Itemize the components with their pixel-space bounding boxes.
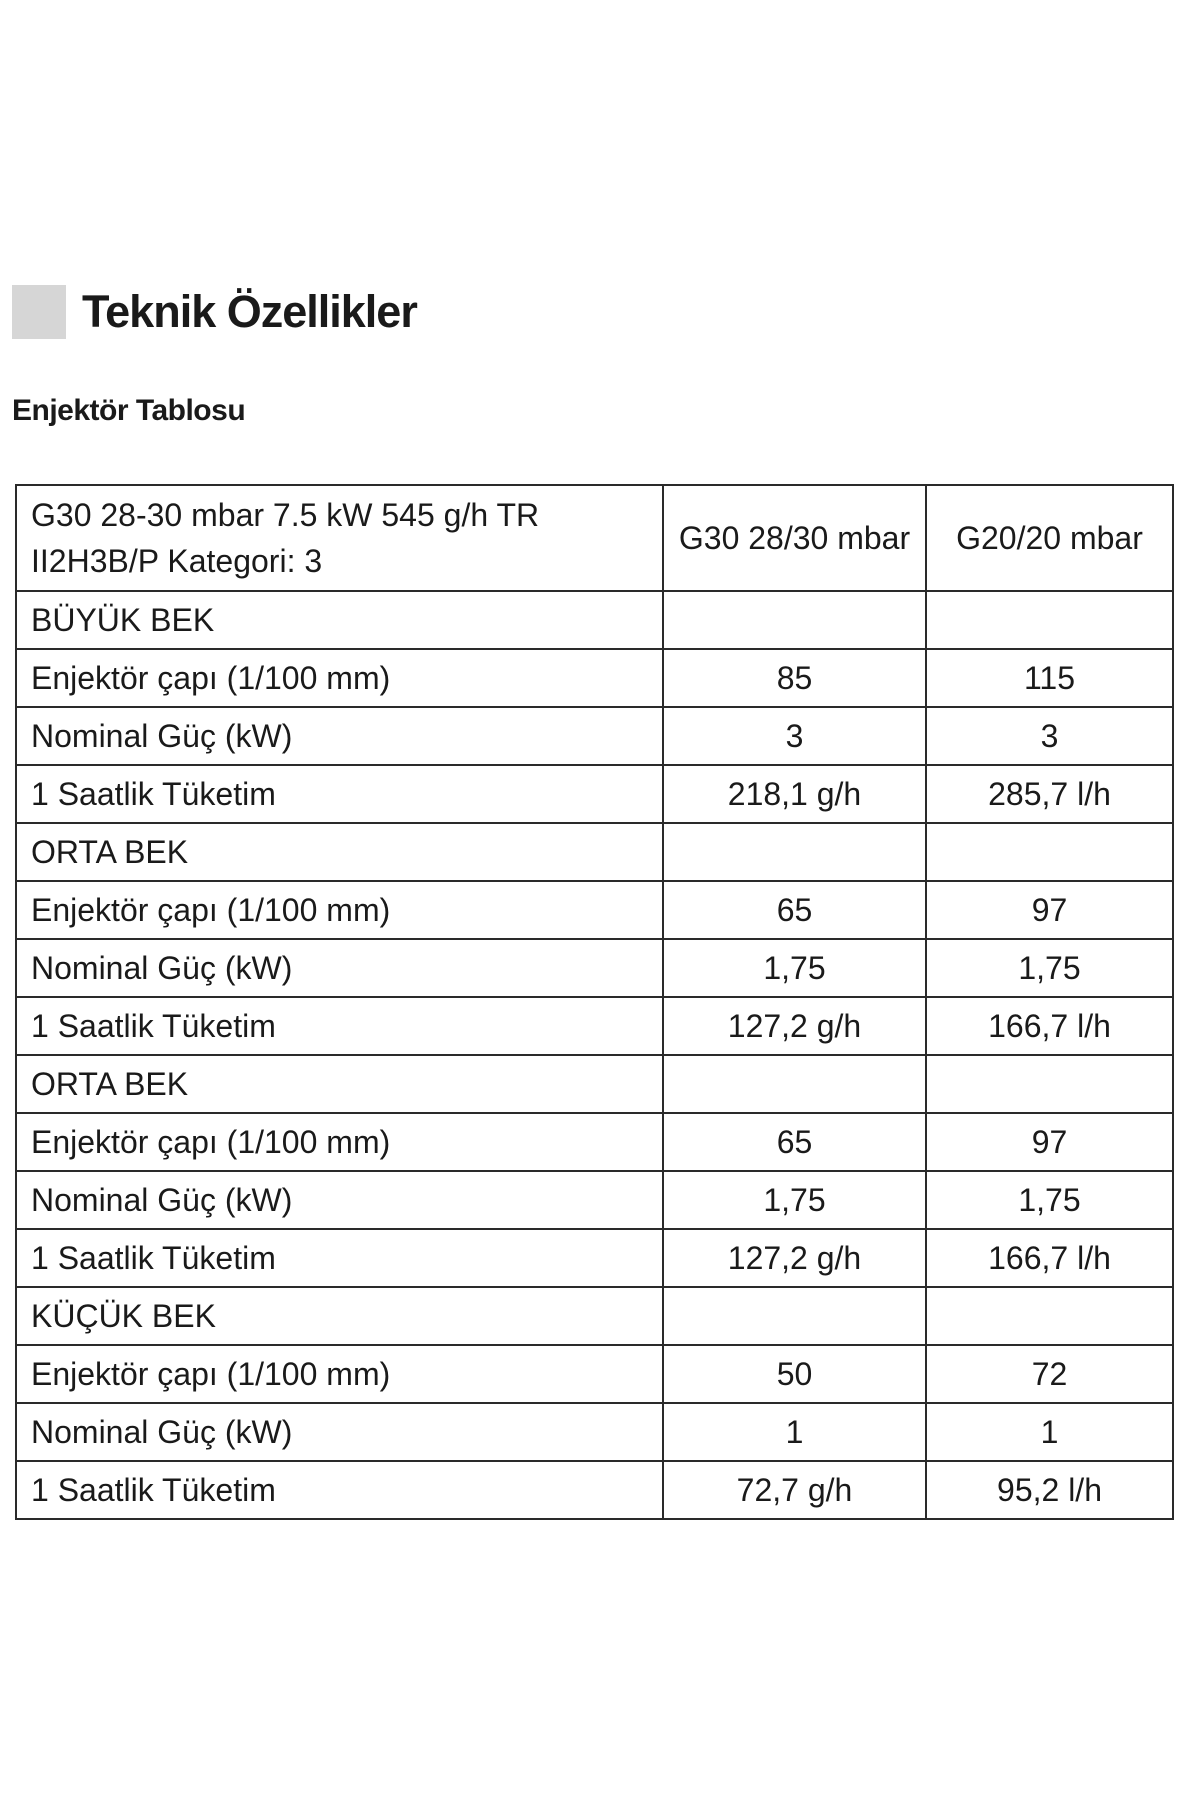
row-label: 1 Saatlik Tüketim (16, 997, 663, 1055)
g20-value: 166,7 l/h (926, 1229, 1173, 1287)
g30-value (663, 591, 926, 649)
table-row (16, 1229, 1173, 1287)
row-label: ORTA BEK (16, 823, 663, 881)
g30-value: 1,75 (663, 1171, 926, 1229)
g30-value: 3 (663, 707, 926, 765)
table-row (16, 707, 1173, 765)
g30-value (663, 1055, 926, 1113)
g20-value: 1 (926, 1403, 1173, 1461)
g30-value: 127,2 g/h (663, 1229, 926, 1287)
row-label: Nominal Güç (kW) (16, 1171, 663, 1229)
page-heading (12, 284, 417, 340)
g20-value: 97 (926, 881, 1173, 939)
row-label: 1 Saatlik Tüketim (16, 1461, 663, 1519)
g30-value: 1,75 (663, 939, 926, 997)
table-row (16, 1113, 1173, 1171)
table-row (16, 939, 1173, 997)
g20-value: 97 (926, 1113, 1173, 1171)
header-cell-g30: G30 28/30 mbar (663, 485, 926, 591)
row-label: ORTA BEK (16, 1055, 663, 1113)
g30-value (663, 1287, 926, 1345)
g20-value (926, 823, 1173, 881)
g30-value: 127,2 g/h (663, 997, 926, 1055)
g20-value: 3 (926, 707, 1173, 765)
row-label: 1 Saatlik Tüketim (16, 1229, 663, 1287)
g30-value: 72,7 g/h (663, 1461, 926, 1519)
g30-value: 50 (663, 1345, 926, 1403)
g30-value: 65 (663, 881, 926, 939)
table-row (16, 1403, 1173, 1461)
section-title: Enjektör Tablosu (12, 394, 246, 427)
table-row (16, 881, 1173, 939)
table-row (16, 997, 1173, 1055)
g30-value (663, 823, 926, 881)
g30-value: 65 (663, 1113, 926, 1171)
g30-value: 1 (663, 1403, 926, 1461)
g20-value: 95,2 l/h (926, 1461, 1173, 1519)
heading-marker (12, 285, 66, 339)
table-row (16, 765, 1173, 823)
row-label: Enjektör çapı (1/100 mm) (16, 1113, 663, 1171)
header-category-label: G30 28-30 mbar 7.5 kW 545 g/h TR II2H3B/P Kategori: 3 (31, 497, 540, 579)
row-label: Enjektör çapı (1/100 mm) (16, 881, 663, 939)
table-header-row (16, 485, 1173, 591)
g20-value: 285,7 l/h (926, 765, 1173, 823)
g20-value: 115 (926, 649, 1173, 707)
g30-value: 218,1 g/h (663, 765, 926, 823)
table-row (16, 1287, 1173, 1345)
table-row (16, 1055, 1173, 1113)
row-label: KÜÇÜK BEK (16, 1287, 663, 1345)
table-row (16, 823, 1173, 881)
injector-table (15, 484, 1174, 1520)
header-cell-g20: G20/20 mbar (926, 485, 1173, 591)
table-row (16, 1345, 1173, 1403)
row-label: Nominal Güç (kW) (16, 707, 663, 765)
g20-value: 72 (926, 1345, 1173, 1403)
table-row (16, 1461, 1173, 1519)
g20-value: 1,75 (926, 1171, 1173, 1229)
row-label: Nominal Güç (kW) (16, 939, 663, 997)
table-row (16, 649, 1173, 707)
table-row (16, 591, 1173, 649)
g20-value: 166,7 l/h (926, 997, 1173, 1055)
header-cell-category (16, 485, 663, 591)
g20-value: 1,75 (926, 939, 1173, 997)
row-label: 1 Saatlik Tüketim (16, 765, 663, 823)
row-label: Enjektör çapı (1/100 mm) (16, 649, 663, 707)
g20-value (926, 1055, 1173, 1113)
g20-value (926, 591, 1173, 649)
row-label: Enjektör çapı (1/100 mm) (16, 1345, 663, 1403)
row-label: Nominal Güç (kW) (16, 1403, 663, 1461)
g20-value (926, 1287, 1173, 1345)
table-row (16, 1171, 1173, 1229)
g30-value: 85 (663, 649, 926, 707)
page-title: Teknik Özellikler (82, 286, 417, 337)
row-label: BÜYÜK BEK (16, 591, 663, 649)
